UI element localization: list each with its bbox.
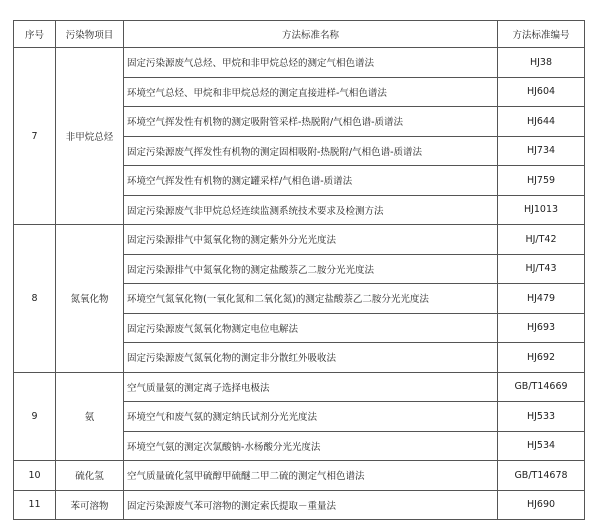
table-row [14, 225, 585, 255]
method-code-cell: GB/T14669 [498, 372, 585, 402]
header-pollutant-item: 污染物项目 [56, 21, 124, 48]
method-code-cell: HJ692 [498, 343, 585, 373]
pollutant-item-cell: 硫化氢 [56, 461, 124, 491]
method-code-cell: HJ479 [498, 284, 585, 314]
method-name-cell: 环境空气挥发性有机物的测定吸附管采样-热脱附/气相色谱-质谱法 [124, 107, 498, 137]
method-name-cell: 固定污染源废气挥发性有机物的测定固相吸附-热脱附/气相色谱-质谱法 [124, 136, 498, 166]
method-name-cell: 固定污染源废气非甲烷总烃连续监测系统技术要求及检测方法 [124, 195, 498, 225]
method-name-cell: 环境空气挥发性有机物的测定罐采样/气相色谱-质谱法 [124, 166, 498, 196]
method-code-cell: GB/T14678 [498, 461, 585, 491]
method-code-cell: HJ693 [498, 313, 585, 343]
method-name-cell: 环境空气氮氧化物(一氧化氮和二氧化氮)的测定盐酸萘乙二胺分光光度法 [124, 284, 498, 314]
method-name-cell: 空气质量硫化氢甲硫醇甲硫醚二甲二硫的测定气相色谱法 [124, 461, 498, 491]
header-method-name: 方法标准名称 [124, 21, 498, 48]
pollutant-item-cell: 苯可溶物 [56, 490, 124, 520]
method-name-cell: 固定污染源排气中氮氧化物的测定紫外分光光度法 [124, 225, 498, 255]
method-name-cell: 固定污染源废气总烃、甲烷和非甲烷总烃的测定气相色谱法 [124, 48, 498, 78]
method-code-cell: HJ/T43 [498, 254, 585, 284]
seq-cell: 7 [14, 48, 56, 225]
header-method-code: 方法标准编号 [498, 21, 585, 48]
method-name-cell: 固定污染源排气中氮氧化物的测定盐酸萘乙二胺分光光度法 [124, 254, 498, 284]
method-code-cell: HJ734 [498, 136, 585, 166]
method-standards-table [13, 20, 585, 520]
table-row [14, 490, 585, 520]
method-code-cell: HJ38 [498, 48, 585, 78]
seq-cell: 10 [14, 461, 56, 491]
method-code-cell: HJ644 [498, 107, 585, 137]
method-name-cell: 环境空气总烃、甲烷和非甲烷总烃的测定直接进样-气相色谱法 [124, 77, 498, 107]
method-code-cell: HJ690 [498, 490, 585, 520]
seq-cell: 8 [14, 225, 56, 373]
method-code-cell: HJ534 [498, 431, 585, 461]
table-row [14, 461, 585, 491]
method-name-cell: 固定污染源废气氮氧化物测定电位电解法 [124, 313, 498, 343]
header-seq: 序号 [14, 21, 56, 48]
method-code-cell: HJ533 [498, 402, 585, 432]
pollutant-item-cell: 氨 [56, 372, 124, 461]
method-name-cell: 环境空气氨的测定次氯酸钠-水杨酸分光光度法 [124, 431, 498, 461]
method-code-cell: HJ604 [498, 77, 585, 107]
header-row [14, 21, 585, 48]
seq-cell: 9 [14, 372, 56, 461]
table-row [14, 372, 585, 402]
table-body [14, 48, 585, 520]
seq-cell: 11 [14, 490, 56, 520]
pollutant-item-cell: 氮氧化物 [56, 225, 124, 373]
table-header [14, 21, 585, 48]
method-code-cell: HJ1013 [498, 195, 585, 225]
table-row [14, 48, 585, 78]
method-name-cell: 环境空气和废气氨的测定纳氏试剂分光光度法 [124, 402, 498, 432]
method-name-cell: 空气质量氨的测定离子选择电极法 [124, 372, 498, 402]
method-code-cell: HJ/T42 [498, 225, 585, 255]
method-code-cell: HJ759 [498, 166, 585, 196]
method-name-cell: 固定污染源废气苯可溶物的测定索氏提取－重量法 [124, 490, 498, 520]
pollutant-item-cell: 非甲烷总烃 [56, 48, 124, 225]
method-name-cell: 固定污染源废气氮氧化物的测定非分散红外吸收法 [124, 343, 498, 373]
